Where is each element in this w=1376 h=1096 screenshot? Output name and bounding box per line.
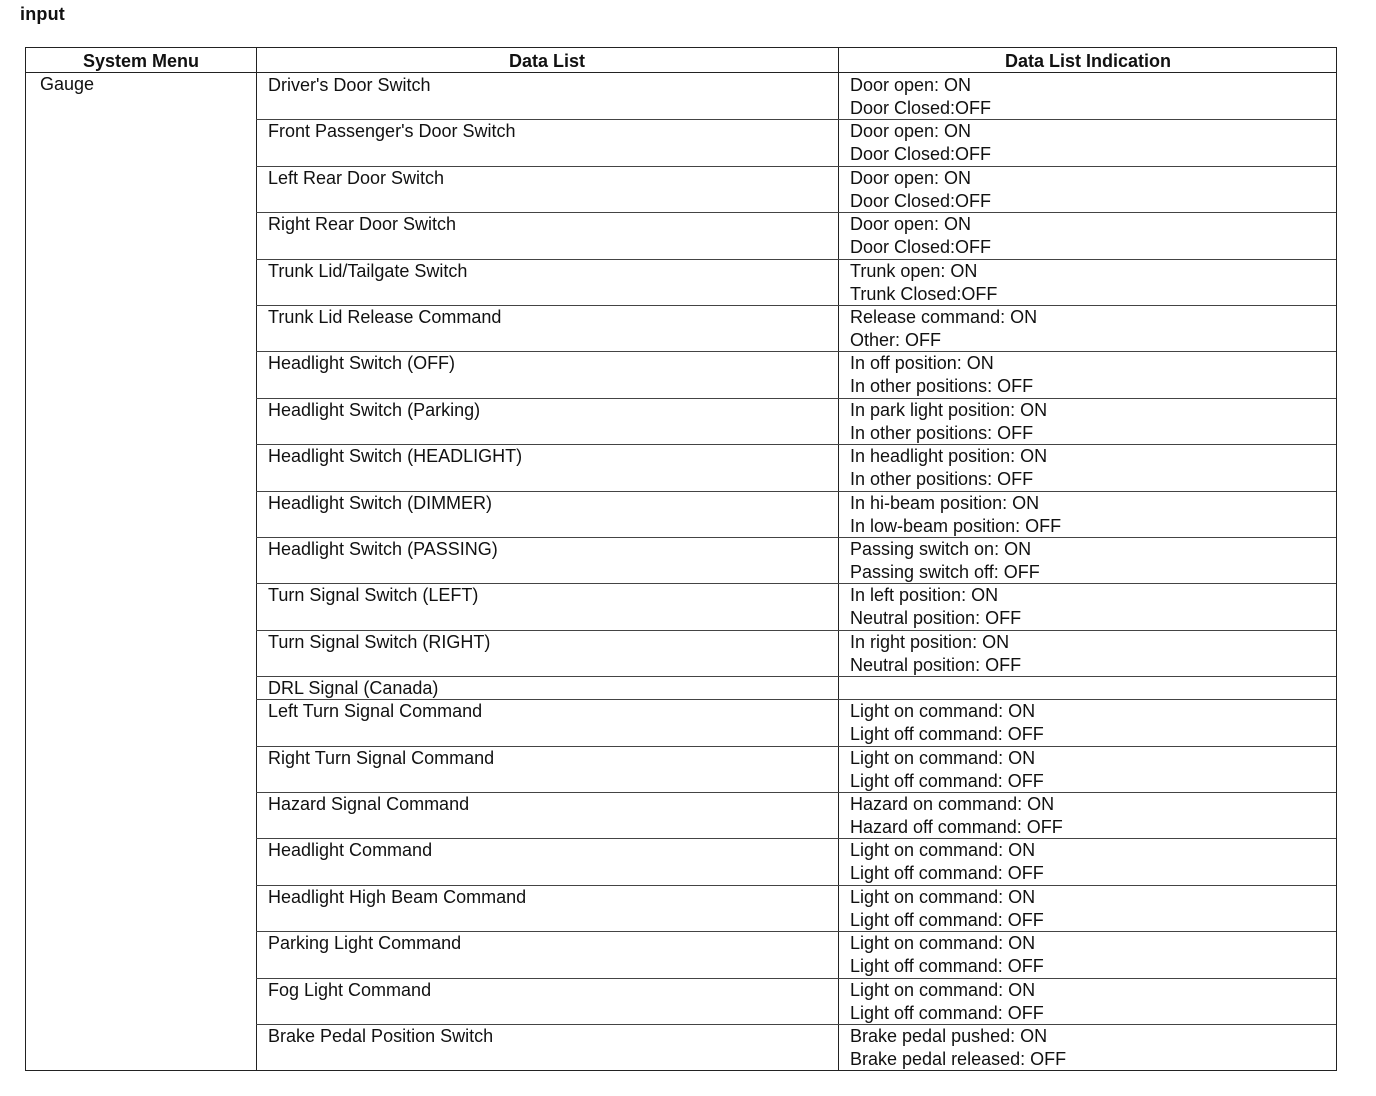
- indication-off: Light off command: OFF: [850, 909, 1044, 930]
- table-row: [256, 631, 1336, 677]
- indication-off: Brake pedal released: OFF: [850, 1049, 1067, 1069]
- indication-on: Light on command: ON: [850, 747, 1036, 768]
- header-data-list: Data List: [508, 51, 586, 71]
- data-list-item: Left Rear Door Switch: [268, 167, 445, 188]
- indication-off: Light off command: OFF: [850, 724, 1044, 745]
- data-list-item: Parking Light Command: [268, 933, 462, 954]
- indication-on: Door open: ON: [850, 167, 972, 188]
- indication-on: Hazard on command: ON: [850, 794, 1055, 814]
- table-row: [256, 700, 1336, 746]
- indication-on: In right position: ON: [850, 631, 1010, 652]
- indication-off: Light off command: OFF: [850, 956, 1044, 977]
- table-row: [256, 399, 1336, 445]
- data-list-item: Driver's Door Switch: [268, 75, 431, 95]
- indication-off: In other positions: OFF: [850, 376, 1034, 397]
- indication-on: In off position: ON: [850, 353, 994, 374]
- table-row: [256, 74, 1336, 120]
- indication-on: Door open: ON: [850, 214, 972, 235]
- data-list-item: Headlight Switch (OFF): [268, 353, 456, 374]
- table-row: [256, 677, 1336, 700]
- indication-on: Light on command: ON: [850, 886, 1036, 907]
- indication-off: Trunk Closed:OFF: [850, 283, 998, 304]
- data-list-item: DRL Signal (Canada): [268, 678, 439, 699]
- data-list-item: Hazard Signal Command: [268, 794, 470, 814]
- data-list-item: Right Turn Signal Command: [268, 747, 495, 768]
- table-row: [256, 167, 1336, 213]
- table-row: [256, 747, 1336, 793]
- table-row: [256, 352, 1336, 398]
- table-row: [256, 445, 1336, 491]
- indication-off: Passing switch off: OFF: [850, 562, 1040, 582]
- indication-on: Trunk open: ON: [850, 260, 978, 281]
- table-row: [256, 492, 1336, 538]
- table-row: [256, 1025, 1336, 1071]
- indication-on: Light on command: ON: [850, 701, 1036, 722]
- indication-on: Passing switch on: ON: [850, 539, 1032, 559]
- indication-on: Door open: ON: [850, 121, 972, 142]
- indication-on: In headlight position: ON: [850, 446, 1048, 467]
- indication-off: In other positions: OFF: [850, 422, 1034, 443]
- indication-off: Door Closed:OFF: [850, 98, 992, 118]
- data-list-item: Fog Light Command: [268, 979, 432, 1000]
- indication-off: Light off command: OFF: [850, 863, 1044, 884]
- table-row: [256, 260, 1336, 306]
- table-row: [256, 584, 1336, 630]
- data-list-item: Headlight Switch (HEADLIGHT): [268, 446, 523, 467]
- indication-off: Other: OFF: [850, 330, 942, 350]
- data-list-item: Headlight Switch (Parking): [268, 399, 481, 420]
- data-list-item: Left Turn Signal Command: [268, 701, 483, 722]
- data-list-item: Turn Signal Switch (RIGHT): [268, 631, 491, 652]
- indication-off: In other positions: OFF: [850, 469, 1034, 490]
- data-list-table: [25, 47, 1337, 1071]
- data-list-item: Headlight Switch (PASSING): [268, 539, 498, 559]
- table-row: [256, 886, 1336, 932]
- indication-off: Door Closed:OFF: [850, 237, 992, 258]
- indication-on: In left position: ON: [850, 585, 999, 606]
- indication-on: In park light position: ON: [850, 399, 1048, 420]
- data-list-item: Brake Pedal Position Switch: [268, 1026, 494, 1046]
- indication-off: Neutral position: OFF: [850, 654, 1022, 675]
- header-data-list-indication: Data List Indication: [1004, 51, 1172, 71]
- indication-off: In low-beam position: OFF: [850, 515, 1062, 536]
- table-row: [256, 979, 1336, 1025]
- indication-on: Release command: ON: [850, 307, 1038, 327]
- indication-off: Light off command: OFF: [850, 770, 1044, 791]
- data-list-item: Turn Signal Switch (LEFT): [268, 585, 479, 606]
- data-list-item: Headlight Switch (DIMMER): [268, 492, 493, 513]
- indication-off: Door Closed:OFF: [850, 144, 992, 165]
- page-heading: input: [20, 4, 65, 24]
- data-list-item: Trunk Lid/Tailgate Switch: [268, 260, 468, 281]
- indication-on: Brake pedal pushed: ON: [850, 1026, 1048, 1046]
- data-list-item: Right Rear Door Switch: [268, 214, 457, 235]
- header-system-menu: System Menu: [82, 51, 200, 71]
- header-separator: [26, 72, 1336, 73]
- table-row: [256, 213, 1336, 259]
- data-list-item: Trunk Lid Release Command: [268, 307, 502, 327]
- indication-on: Light on command: ON: [850, 979, 1036, 1000]
- table-row: [256, 839, 1336, 885]
- data-list-item: Front Passenger's Door Switch: [268, 121, 516, 142]
- indication-on: Light on command: ON: [850, 840, 1036, 861]
- table-row: [256, 538, 1336, 584]
- table-row: [256, 306, 1336, 352]
- system-menu-value: Gauge: [40, 74, 95, 94]
- indication-off: Light off command: OFF: [850, 1002, 1044, 1023]
- indication-off: Door Closed:OFF: [850, 190, 992, 211]
- table-row: [256, 120, 1336, 166]
- indication-off: Hazard off command: OFF: [850, 817, 1063, 837]
- data-list-item: Headlight High Beam Command: [268, 886, 527, 907]
- indication-on: In hi-beam position: ON: [850, 492, 1040, 513]
- indication-off: Neutral position: OFF: [850, 608, 1022, 629]
- indication-on: Door open: ON: [850, 75, 972, 95]
- table-row: [256, 793, 1336, 839]
- table-row: [256, 932, 1336, 978]
- indication-on: Light on command: ON: [850, 933, 1036, 954]
- data-list-item: Headlight Command: [268, 840, 433, 861]
